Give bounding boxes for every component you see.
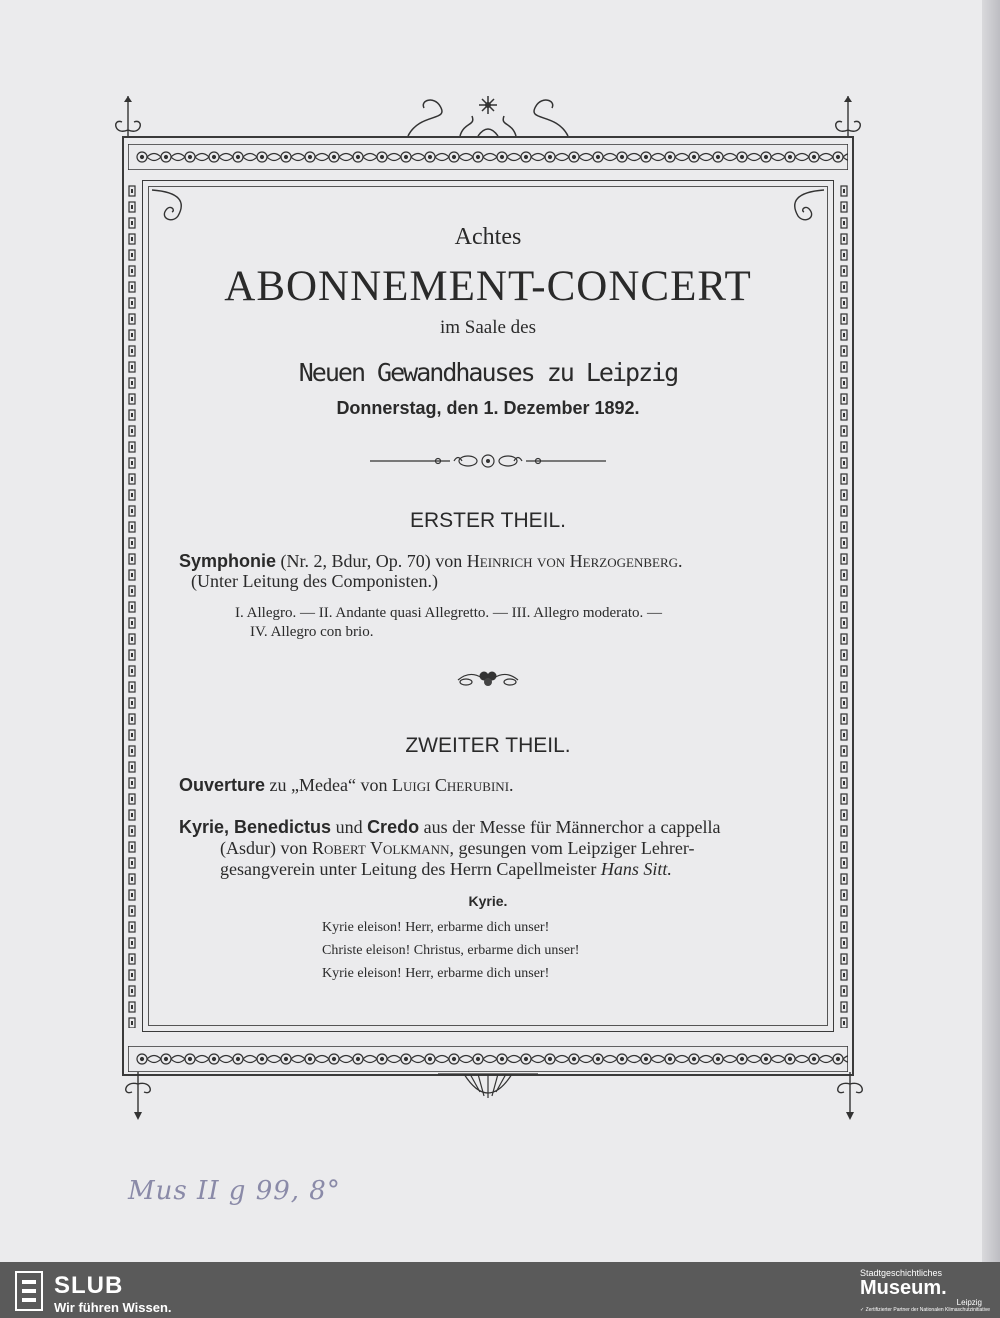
crest-ornament [400,92,576,138]
work2-line2-b: , gesungen vom Leipziger Lehrer- [449,838,695,858]
bottom-flower-band [128,1046,848,1072]
concert-title: ABONNEMENT-CONCERT [224,263,752,310]
work-title-symphonie: Symphonie [179,551,277,571]
conductor-sitt: Hans Sitt. [600,859,672,879]
part-one-heading: ERSTER THEIL. [410,509,566,532]
kyrie-heading: Kyrie. [468,893,508,909]
kyrie-line: Christe eleison! Christus, erbarme dich unser! [322,943,580,958]
right-border-pattern [838,184,850,1028]
conductor-note: (Unter Leitung des Componisten.) [191,571,438,591]
bottom-fan-ornament [434,1072,542,1106]
composer-cherubini: Luigi Cherubini. [391,775,514,795]
work2-und: und [331,817,368,837]
corner-ornament-bottom-right [830,1072,870,1122]
movements-line-2: IV. Allegro con brio. [250,624,374,640]
part-two-work-2-line-2 [220,837,820,859]
venue-name: Neuen Gewandhauses zu Leipzig [298,358,678,387]
museum-note: ✓ Zertifizierter Partner der Nationalen Klimaschutzinitiative [860,1307,991,1313]
concert-ordinal: Achtes [454,224,522,250]
top-flower-band [128,144,848,170]
work-title-kyrie-benedictus: Kyrie, Benedictus [179,817,332,837]
slub-tagline: Wir führen Wissen. [54,1300,172,1315]
left-border-pattern [126,184,138,1028]
part-two-work-1 [179,774,819,796]
movements-line-1: I. Allegro. — II. Andante quasi Allegretto. — III. Allegro moderato. — [235,605,662,621]
concert-date: Donnerstag, den 1. Dezember 1892. [336,398,640,418]
kyrie-line: Kyrie eleison! Herr, erbarme dich unser! [322,920,550,935]
work-detail: (Nr. 2, Bdur, Op. 70) von [276,551,467,571]
divider-ornament [370,452,606,470]
part-two-work-2-line-1 [179,816,829,838]
page-edge [982,0,1000,1262]
corner-ornament-bottom-left [118,1072,158,1122]
handwritten-shelfmark: Mus II g 99, 8° [128,1176,341,1206]
museum-pre: Stadtgeschichtliches [860,1268,943,1278]
work2-line3-a: gesangverein unter Leitung des Herrn Capellmeister [220,859,601,879]
museum-city: Leipzig [956,1298,982,1307]
corner-ornament-top-right [828,96,868,146]
composer-herzogenberg: Heinrich von Herzogenberg. [466,551,683,571]
slub-emblem-icon [14,1270,44,1312]
kyrie-line: Kyrie eleison! Herr, erbarme dich unser! [322,966,550,981]
part-one-work [179,550,819,572]
venue-prefix: im Saale des [439,317,537,338]
work-title-credo: Credo [367,817,420,837]
composer-volkmann: Robert Volkmann [312,838,450,858]
museum-logo[interactable] [860,1268,990,1313]
part-two-work-2-line-3 [220,858,820,880]
part-two-heading: ZWEITER THEIL. [405,734,571,757]
museum-name: Museum. [860,1277,947,1299]
work2-line2-a: (Asdur) von [220,838,312,858]
work-title-ouverture: Ouverture [179,775,266,795]
work1-detail: zu „Medea“ von [265,775,392,795]
corner-ornament-top-left [108,96,148,146]
work2-line1-rest: aus der Messe für Männerchor a cappella [419,817,721,837]
slub-name: SLUB [54,1272,124,1299]
floral-ornament [456,666,520,690]
slub-logo[interactable] [14,1270,172,1317]
